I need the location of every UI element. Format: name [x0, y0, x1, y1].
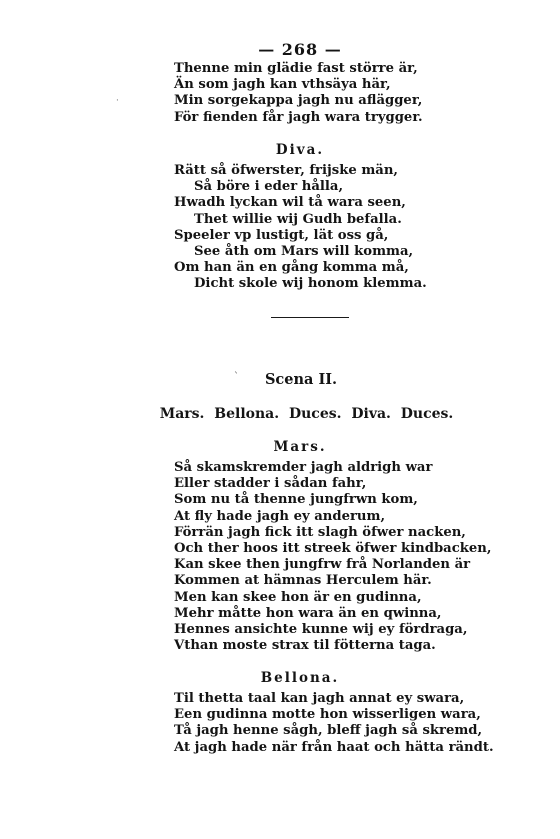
verse-line: Een gudinna motte hon wisserligen wara,: [174, 707, 481, 723]
verse-line: Som nu tå thenne jungfrwn kom,: [174, 492, 418, 508]
speaker-heading-mars: Mars.: [273, 439, 327, 455]
verse-line: Men kan skee hon är en gudinna,: [174, 589, 422, 605]
margin-mark: ·: [116, 96, 119, 106]
stanza-4: [0, 691, 560, 756]
verse-line: Mehr måtte hon wara än en qwinna,: [174, 605, 442, 621]
speaker-heading-bellona: Bellona.: [260, 670, 340, 686]
verse-line: Rätt så öfwerster, frijske män,: [174, 163, 399, 178]
verse-line: För fienden får jagh wara trygger.: [174, 109, 423, 125]
stanza-2: [0, 163, 560, 293]
verse-line: Tå jagh henne sågh, bleff jagh så skremd,: [174, 723, 483, 739]
verse-line: Hwadh lyckan wil tå wara seen,: [174, 195, 406, 211]
verse-line: At fly hade jagh ey anderum,: [174, 508, 386, 524]
verse-line: Eller stadder i sådan fahr,: [174, 476, 367, 492]
verse-line: At jagh hade när från haat och hätta rändt.: [174, 739, 494, 755]
verse-line: Än som jagh kan vthsäya här,: [174, 77, 391, 93]
verse-line: Kommen at hämnas Herculem här.: [174, 573, 432, 589]
verse-line: Vthan moste strax til fötterna taga.: [174, 638, 436, 654]
ink-mark: ˋ: [234, 372, 239, 383]
cast-list: Mars. Bellona. Duces. Diva. Duces.: [159, 406, 454, 422]
scene-title: Scena II.: [264, 371, 338, 388]
verse-line: Til thetta taal kan jagh annat ey swara,: [174, 691, 465, 706]
verse-line: Thet willie wij Gudh befalla.: [194, 211, 402, 227]
verse-line: Min sorgekappa jagh nu aflägger,: [174, 93, 423, 109]
section-divider: [271, 317, 349, 318]
stanza-1: [0, 61, 560, 126]
verse-line: Om han än en gång komma må,: [174, 260, 409, 276]
verse-line: Och ther hoos itt streek öfwer kindbacken,: [174, 541, 492, 557]
verse-line: Dicht skole wij honom klemma.: [194, 276, 427, 292]
verse-line: Så böre i eder hålla,: [194, 179, 344, 195]
stanza-3: [0, 460, 560, 654]
verse-line: Thenne min glädie fast större är,: [174, 61, 418, 76]
verse-line: Kan skee then jungfrw frå Norlanden är: [174, 557, 471, 573]
verse-line: Hennes ansichte kunne wij ey fördraga,: [174, 622, 468, 638]
speaker-heading-diva: Diva.: [275, 142, 325, 158]
verse-line: Speeler vp lustigt, lät oss gå,: [174, 227, 389, 243]
verse-line: Så skamskremder jagh aldrigh war: [174, 460, 433, 475]
verse-line: Förrän jagh fick itt slagh öfwer nacken,: [174, 524, 466, 540]
page-number: — 268 —: [258, 40, 342, 59]
verse-line: See åth om Mars will komma,: [194, 244, 414, 260]
